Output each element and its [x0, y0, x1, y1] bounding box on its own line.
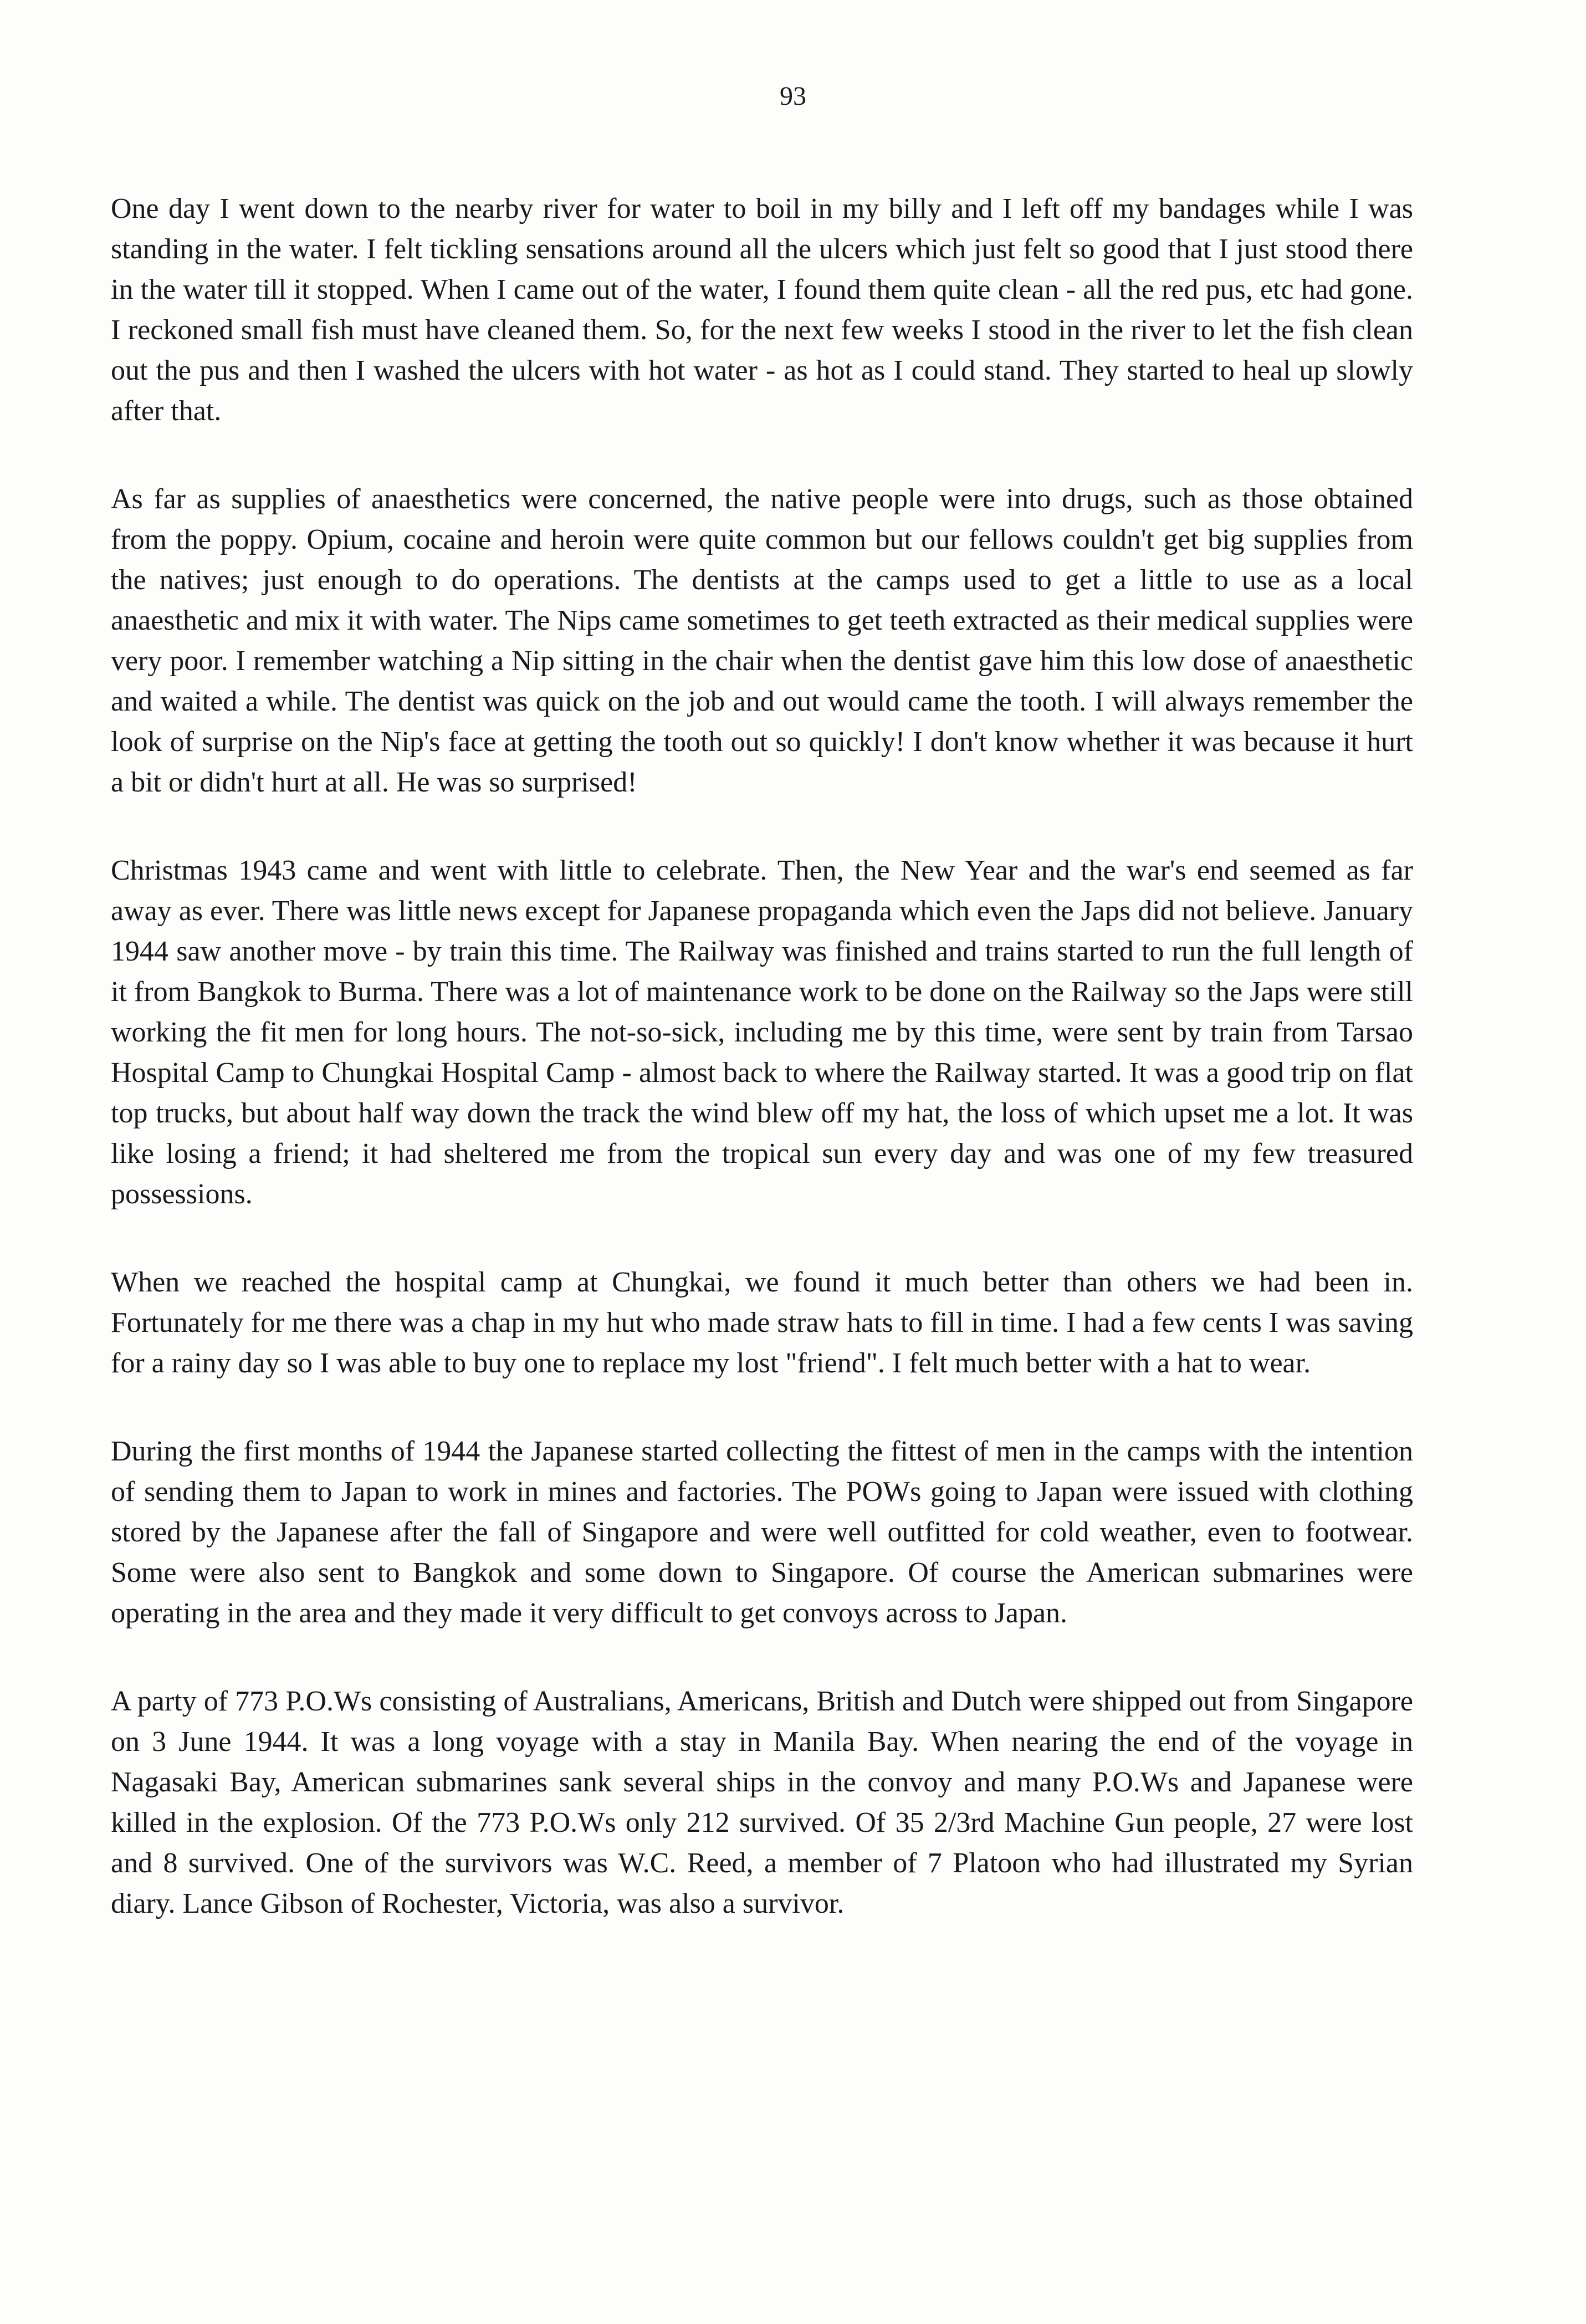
paragraph-ulcers: One day I went down to the nearby river for water to boil in my billy and I left off my bandages while I was standing in the water. I felt tickling sensations around all the ulcers which just felt so good that I just stood there in the water till it stopped. When I came out of the water, I found them quite clean - all the red pus, etc had gone. I reckoned small fish must have cleaned them. So, for the next few weeks I stood in the river to let the fish clean out the pus and then I washed the ulcers with hot water - as hot as I could stand. They started to heal up slowly after that.	[111, 193, 1413, 427]
paragraph-christmas-1943: Christmas 1943 came and went with little to celebrate. Then, the New Year and the war's end seemed as far away as ever. There was little news except for Japanese propaganda which even the Japs did not believe. January 1944 saw another move - by train this time. The Railway was finished and trains started to run the full length of it from Bangkok to Burma. There was a lot of maintenance work to be done on the Railway so the Japs were still working the fit men for long hours. The not-so-sick, including me by this time, were sent by train from Tarsao Hospital Camp to Chungkai Hospital Camp - almost back to where the Railway started. It was a good trip on flat top trucks, but about half way down the track the wind blew off my hat, the loss of which upset me a lot. It was like losing a friend; it had sheltered me from the tropical sun every day and was one of my few treasured possessions.	[111, 855, 1413, 1210]
paragraph-party-of-773: A party of 773 P.O.Ws consisting of Australians, Americans, British and Dutch were shipped out from Singapore on 3 June 1944. It was a long voyage with a stay in Manila Bay. When nearing the end of the voyage in Nagasaki Bay, American submarines sank several ships in the convoy and many P.O.Ws and Japanese were killed in the explosion. Of the 773 P.O.Ws only 212 survived. Of 35 2/3rd Machine Gun people, 27 were lost and 8 survived. One of the survivors was W.C. Reed, a member of 7 Platoon who had illustrated my Syrian diary. Lance Gibson of Rochester, Victoria, was also a survivor.	[111, 1685, 1413, 1919]
paragraph-first-months-1944: During the first months of 1944 the Japanese started collecting the fittest of men in the camps with the intention of sending them to Japan to work in mines and factories. The POWs going to Japan were issued with clothing stored by the Japanese after the fall of Singapore and were well outfitted for cold weather, even to footwear. Some were also sent to Bangkok and some down to Singapore. Of course the American submarines were operating in the area and they made it very difficult to get convoys across to Japan.	[111, 1436, 1413, 1629]
paragraph-chungkai: When we reached the hospital camp at Chungkai, we found it much better than others we had been in. Fortunately for me there was a chap in my hut who made straw hats to fill in time. I had a few cents I was saving for a rainy day so I was able to buy one to replace my lost "friend". I felt much better with a hat to wear.	[111, 1266, 1413, 1379]
page-number: 93	[780, 81, 806, 111]
paragraph-anaesthetics: As far as supplies of anaesthetics were concerned, the native people were into drugs, such as those obtained from the poppy. Opium, cocaine and heroin were quite common but our fellows couldn't get big supplies from the natives; just enough to do operations. The dentists at the camps used to get a little to use as a local anaesthetic and mix it with water. The Nips came sometimes to get teeth extracted as their medical supplies were very poor. I remember watching a Nip sitting in the chair when the dentist gave him this low dose of anaesthetic and waited a while. The dentist was quick on the job and out would came the tooth. I will always remember the look of surprise on the Nip's face at getting the tooth out so quickly! I don't know whether it was because it hurt a bit or didn't hurt at all. He was so surprised!	[111, 483, 1413, 798]
body-text	[111, 188, 1413, 1971]
